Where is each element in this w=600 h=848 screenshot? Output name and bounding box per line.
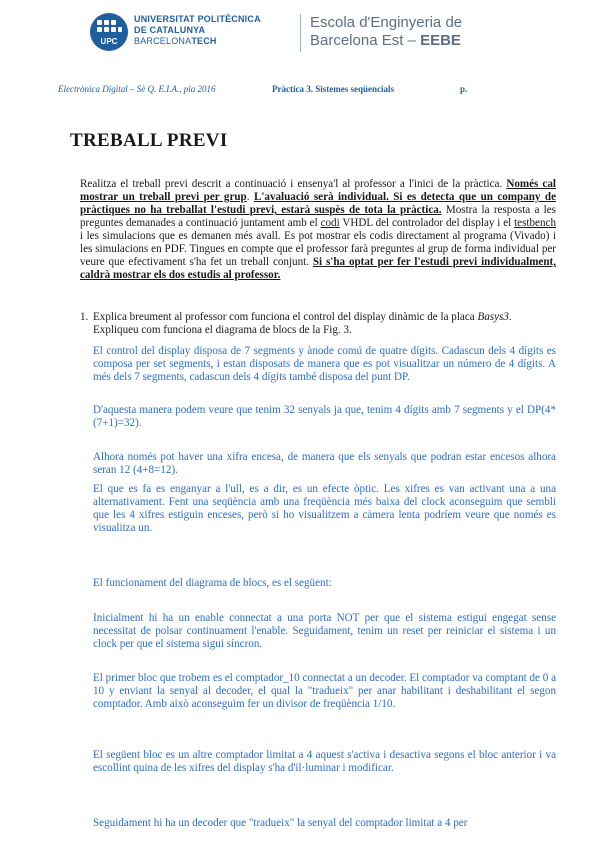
question-number: 1. (80, 311, 89, 323)
answer-paragraph: Inicialment hi ha un enable connectat a una porta NOT per que el sistema estigui engegat sense necessitat de polsar continuament l'enable. Seguidament, tenim un reset per reiniciar el sistema i un clock per que el sistema sigui síncron. (93, 612, 556, 650)
question-text: Explica breument al professor com funciona el control del display dinàmic de la placa Basys3. Expliqueu com funciona el diagrama de blocs de la Fig. 3. (93, 311, 512, 336)
answer-paragraph: El funcionament del diagrama de blocs, es el següent: (93, 577, 332, 589)
header-divider (300, 14, 301, 52)
intro-paragraph: Realitza el treball previ descrit a continuació i ensenya'l al professor a l'inici de la pràctica. Només cal mostrar un treball previ per grup. L'avaluació serà individual. Si es detecta que un company de pràctiques no ha treballat l'estudi previ, estarà suspès de tota la pràctica. Mostra la resposta a les preguntes demanades a continuació juntament amb el codi VHDL del controlador del display i el testbench i les simulacions que es demanen més avall. Es pot mostrar els codis directament al programa (Vivado) i les simulacions en PDF. Tingues en compte que el professor farà preguntes al grup de forma individual per veure que efectivament s'ha fet un treball conjunt. Si s'ha optat per fer l'estudi previ individualment, caldrà mostrar els dos estudis al professor. (80, 178, 556, 281)
university-line-1: UNIVERSITAT POLITÈCNICA (134, 14, 261, 24)
upc-logo-icon (90, 13, 128, 51)
university-name (134, 14, 261, 47)
answer-paragraph: Alhora només pot haver una xifra encesa, de manera que els senyals que podran estar encesos alhora seran 12 (4+8=12). (93, 451, 556, 476)
school-name (310, 14, 462, 50)
answer-paragraph: D'aquesta manera podem veure que tenim 32 senyals ja que, tenim 4 dígits amb 7 segments y el DP(4*(7+1)=32). (93, 404, 556, 429)
upc-logo-letters: UPC (100, 37, 118, 46)
answer-paragraph: Seguidament hi ha un decoder que "tradueix" la senyal del comptador limitat a 4 per (93, 817, 468, 829)
running-header-practice: Pràctica 3. Sistemes seqüencials (272, 84, 394, 94)
question-1 (80, 311, 556, 337)
answer-paragraph: El primer bloc que trobem es el comptador_10 connectat a un decoder. El comptador va comptant de 0 a 10 y enviant la senyal al decoder, el qual la "tradueix" per anar habilitant i deshabilitant el segon comptador. Amb això aconseguim fer un divisor de freqüència 1/10. (93, 672, 557, 710)
university-line-3: BARCELONATECH (134, 36, 217, 46)
running-header-course: Electrònica Digital – Sè Q. E.I.A., pla 2016 (58, 84, 216, 94)
school-line-1: Escola d'Enginyeria de (310, 14, 463, 31)
page-title: TREBALL PREVI (70, 130, 228, 151)
answer-paragraph: El que es fa es enganyar a l'ull, es a dir, es un efecte òptic. Les xifres es van activant una a una alternativament. Fent una seqüència amb una freqüència més baixa del clock aconseguim que sembli que les 4 xifres estiguin enceses, però si ho visualitzem a càmera lenta podríem veure que només es visualitza un. (93, 483, 556, 534)
university-line-2: DE CATALUNYA (134, 25, 206, 35)
school-line-2: Barcelona Est – EEBE (310, 32, 461, 49)
running-header-page: p. (460, 84, 468, 94)
answer-paragraph: El següent bloc es un altre comptador limitat a 4 aquest s'activa i desactiva segons el bloc anterior i va escollint quina de les xifres del display s'ha d'il·luminar i modificar. (93, 749, 556, 774)
answer-paragraph: El control del display disposa de 7 segments y ànode comú de quatre dígits. Cadascun dels 4 dígits es composa per set segments, i estan disposats de manera que es pot visualitzar un número de 4 dígits. A més dels 7 segments, cadascun dels 4 dígits també disposa del punt DP. (93, 345, 556, 383)
